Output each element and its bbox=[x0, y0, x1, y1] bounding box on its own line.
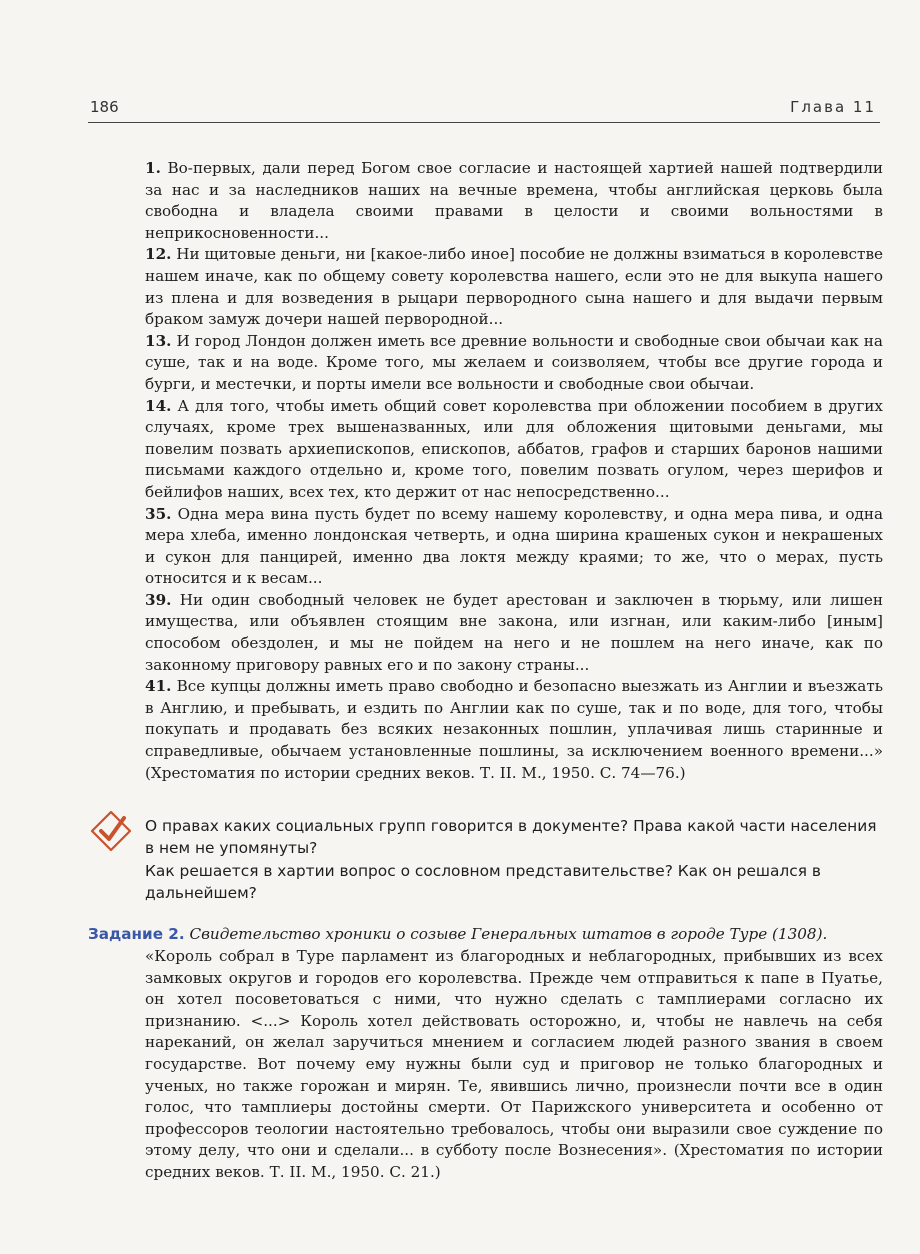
article-number: 41. bbox=[145, 677, 172, 696]
charter-excerpt bbox=[145, 158, 883, 784]
question-text: Как решается в хартии вопрос о сословном представительстве? Как он решался в дальнейшем? bbox=[145, 861, 821, 903]
question-text: О правах каких социальных групп говорится в документе? Права какой части населения в нем не упомянуты? bbox=[145, 817, 877, 858]
article-text: И город Лондон должен иметь все древние вольности и свободные свои обычаи как на суше, так и на воде. Кроме того, мы желаем и соизволяем, чтобы все другие города и бурги, и местечки, и порты имели все вольности и свободные свои обычаи. bbox=[145, 331, 883, 393]
article-text: Во-первых, дали перед Богом свое согласие и настоящей хартией нашей подтвердили за нас и за наследников наших на вечные времена, чтобы английская церковь была свободна и владела своими правами в целости и своими вольностями в неприкосновенности... bbox=[145, 159, 883, 242]
page-number: 186 bbox=[90, 98, 119, 116]
charter-article bbox=[145, 244, 883, 330]
article-number: 35. bbox=[145, 504, 172, 523]
article-number: 13. bbox=[145, 331, 172, 350]
checkmark-icon bbox=[88, 808, 134, 854]
charter-article bbox=[145, 590, 883, 676]
article-text: Все купцы должны иметь право свободно и безопасно выезжать из Англии и въезжать в Англию, и пребывать, и ездить по Англии как по суше, так и по воде, для того, чтобы покупать и продавать без всяких незаконных пошлин, уплачивая лишь старинные и справедливые, обычаем установленные пошлины, за исключением военного времени...» (Хрестоматия по истории средних веков. Т. II. М., 1950. С. 74—76.) bbox=[145, 677, 883, 782]
task-title: Свидетельство хроники о созыве Генеральных штатов в городе Туре (1308). bbox=[184, 925, 828, 943]
article-text: Ни щитовые деньги, ни [какое-либо иное] пособие не должны взиматься в королевстве нашем иначе, как по общему совету королевства нашего, если это не для выкупа нашего из плена и для возведения в рыцари первородного сына нашего и для выдачи первым браком замуж дочери нашей первородной... bbox=[145, 245, 883, 329]
task-heading bbox=[88, 924, 888, 946]
article-number: 39. bbox=[145, 590, 172, 609]
task-label: Задание 2. bbox=[88, 925, 185, 943]
article-text: Одна мера вина пусть будет по всему нашему королевству, и одна мера пива, и одна мера хлеба, именно лондонская четверть, и одна ширина крашеных сукон и некрашеных и сукон для панцирей, именно два локтя между краями; то же, что о мерах, пусть относится и к весам... bbox=[145, 504, 883, 588]
page-header bbox=[88, 96, 880, 123]
charter-article bbox=[145, 331, 883, 396]
chapter-label: Глава 11 bbox=[790, 98, 876, 116]
article-number: 14. bbox=[145, 396, 172, 415]
charter-article bbox=[145, 676, 883, 784]
charter-article bbox=[145, 504, 883, 590]
article-text: А для того, чтобы иметь общий совет королевства при обложении пособием в других случаях, кроме трех вышеназванных, или для обложения щитовыми деньгами, мы повелим позвать архиепископов, епископов, аббатов, графов и старших баронов нашими письмами каждого отдельно и, кроме того, повелим позвать огулом, через шерифов и бейлифов наших, всех тех, кто держит от нас непосредственно... bbox=[145, 396, 883, 501]
article-text: Ни один свободный человек не будет арестован и заключен в тюрьму, или лишен имущества, или объявлен стоящим вне закона, или изгнан, или каким-либо [иным] способом обездолен, и мы не пойдем на него и не пошлем на него иначе, как по законному приговору равных его и по закону страны... bbox=[145, 590, 883, 674]
charter-article bbox=[145, 396, 883, 504]
review-questions bbox=[145, 815, 885, 905]
article-number: 12. bbox=[145, 245, 172, 264]
task-source-text: «Король собрал в Туре парламент из благородных и неблагородных, прибывших из всех замковых округов и городов его королевства. Прежде чем отправиться к папе в Пуатье, он хотел посоветоваться с ними, что нужно сделать с тамплиерами согласно их признанию. <...> Король хотел действовать осторожно, и, чтобы не навлечь на себя нареканий, он желал заручиться мнением и согласием людей разного звания в своем государстве. Вот почему ему нужны были суд и приговор не только благородных и ученых, но также горожан и мирян. Те, явившись лично, произнесли почти все в один голос, что тамплиеры достойны смерти. От Парижского университета и особенно от профессоров теологии настоятельно требовалось, чтобы они выразили свое суждение по этому делу, что они и сделали... в субботу после Вознесения». (Хрестоматия по истории средних веков. Т. II. М., 1950. С. 21.) bbox=[145, 947, 883, 1181]
article-number: 1. bbox=[145, 159, 161, 177]
charter-article bbox=[145, 158, 883, 244]
